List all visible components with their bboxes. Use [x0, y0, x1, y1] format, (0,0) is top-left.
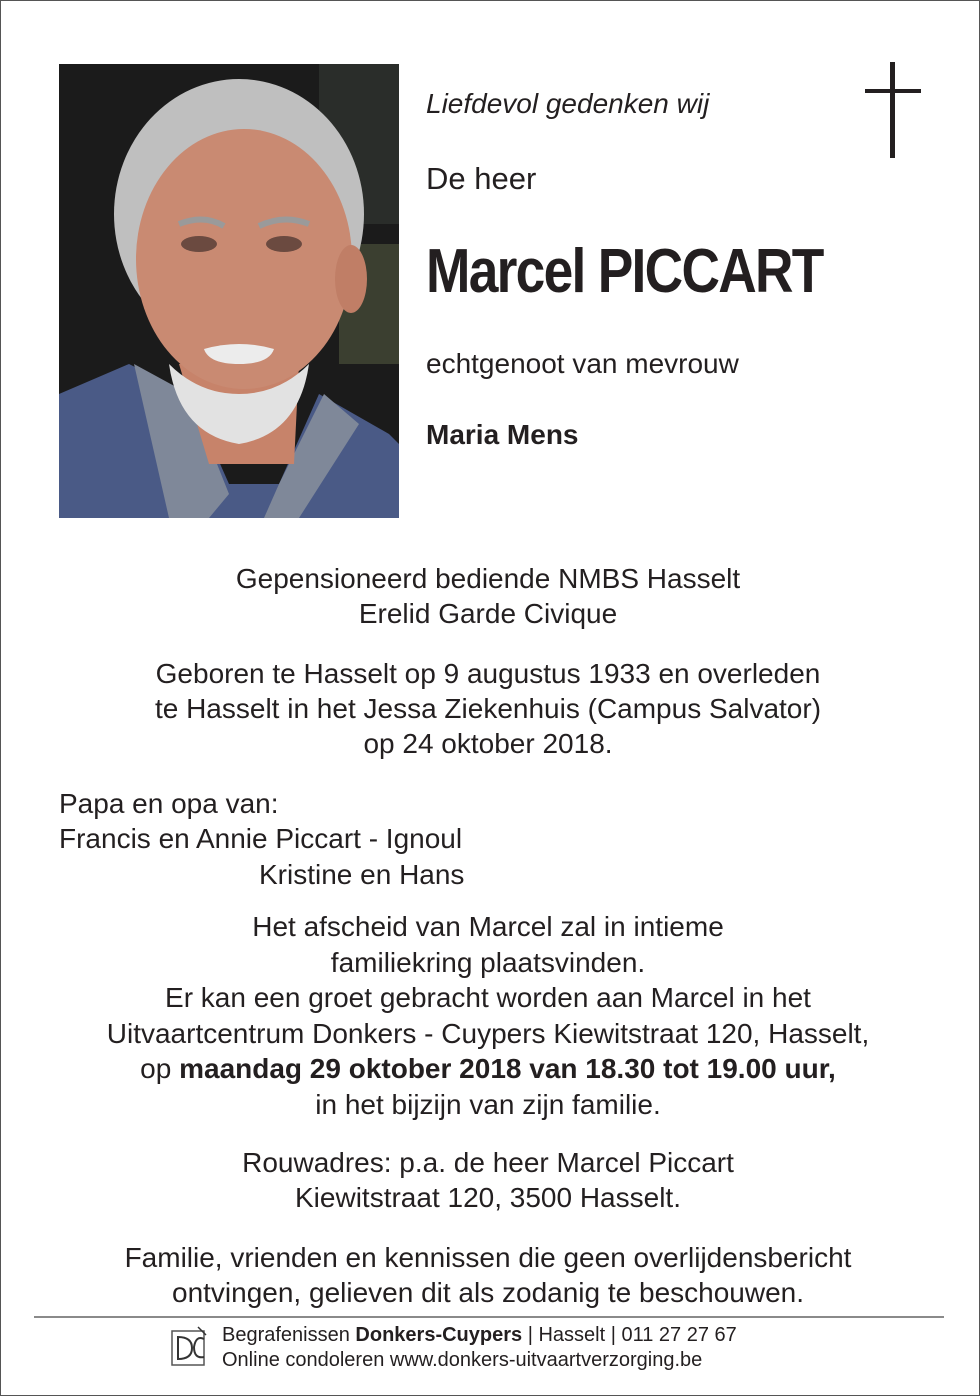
- farewell-line: Er kan een groet gebracht worden aan Marcel in het: [165, 982, 811, 1013]
- farewell-line: Het afscheid van Marcel zal in intieme: [252, 911, 724, 942]
- birth-death-line: op 24 oktober 2018.: [363, 728, 613, 759]
- farewell-line: in het bijzijn van zijn familie.: [315, 1088, 661, 1120]
- footer-line-company: [222, 1323, 737, 1348]
- farewell-date: maandag 29 oktober 2018 van 18.30 tot 19.00 uur,: [179, 1053, 836, 1084]
- occupation-line: Gepensioneerd bediende NMBS Hasselt: [235, 563, 741, 594]
- footer-prefix: Begrafenissen: [222, 1324, 356, 1346]
- farewell-line: familiekring plaatsvinden.: [330, 946, 646, 978]
- footer-website-link[interactable]: www.donkers-uitvaartverzorging.be: [389, 1349, 703, 1371]
- footer-online-label: Online condoleren: [222, 1349, 390, 1371]
- farewell-prefix: op: [140, 1053, 180, 1084]
- birth-death-block: [30, 656, 946, 761]
- deceased-name: Marcel PICCART: [426, 237, 823, 306]
- footer: [222, 1323, 737, 1373]
- farewell-block: [30, 909, 946, 1122]
- spouse-intro: echtgenoot van mevrouw: [426, 348, 739, 379]
- closing-line: Familie, vrienden en kennissen die geen overlijdensbericht: [124, 1242, 852, 1273]
- address-block: [30, 1145, 946, 1215]
- farewell-line-date: [30, 1051, 946, 1087]
- address-line: Kiewitstraat 120, 3500 Hasselt.: [295, 1182, 681, 1213]
- spouse-name: Maria Mens: [426, 419, 579, 450]
- cross-icon: [865, 62, 921, 158]
- footer-divider: [34, 1316, 944, 1318]
- intro-text: Liefdevol gedenken wij: [426, 88, 710, 119]
- occupation-line: Erelid Garde Civique: [358, 598, 618, 629]
- footer-company: Donkers-Cuypers: [355, 1324, 523, 1346]
- company-logo-icon: [170, 1325, 210, 1369]
- footer-line-online: [222, 1348, 737, 1373]
- birth-death-line: Geboren te Hasselt op 9 augustus 1933 en overleden: [155, 658, 821, 689]
- footer-phone: 011 27 27 67: [621, 1324, 737, 1346]
- family-line: Francis en Annie Piccart - Ignoul: [59, 823, 463, 854]
- farewell-line: Uitvaartcentrum Donkers - Cuypers Kiewitstraat 120, Hasselt,: [106, 1017, 870, 1049]
- occupation-block: [30, 561, 946, 631]
- family-line: Kristine en Hans: [259, 859, 465, 890]
- family-heading: Papa en opa van:: [59, 788, 279, 819]
- closing-line: ontvingen, gelieven dit als zodanig te beschouwen.: [172, 1277, 804, 1308]
- title-text: De heer: [426, 161, 537, 196]
- portrait-photo: [59, 64, 399, 518]
- footer-city: | Hasselt |: [522, 1324, 622, 1346]
- address-line: Rouwadres: p.a. de heer Marcel Piccart: [242, 1147, 734, 1178]
- birth-death-line: te Hasselt in het Jessa Ziekenhuis (Campus Salvator): [154, 693, 822, 724]
- closing-block: [30, 1240, 946, 1310]
